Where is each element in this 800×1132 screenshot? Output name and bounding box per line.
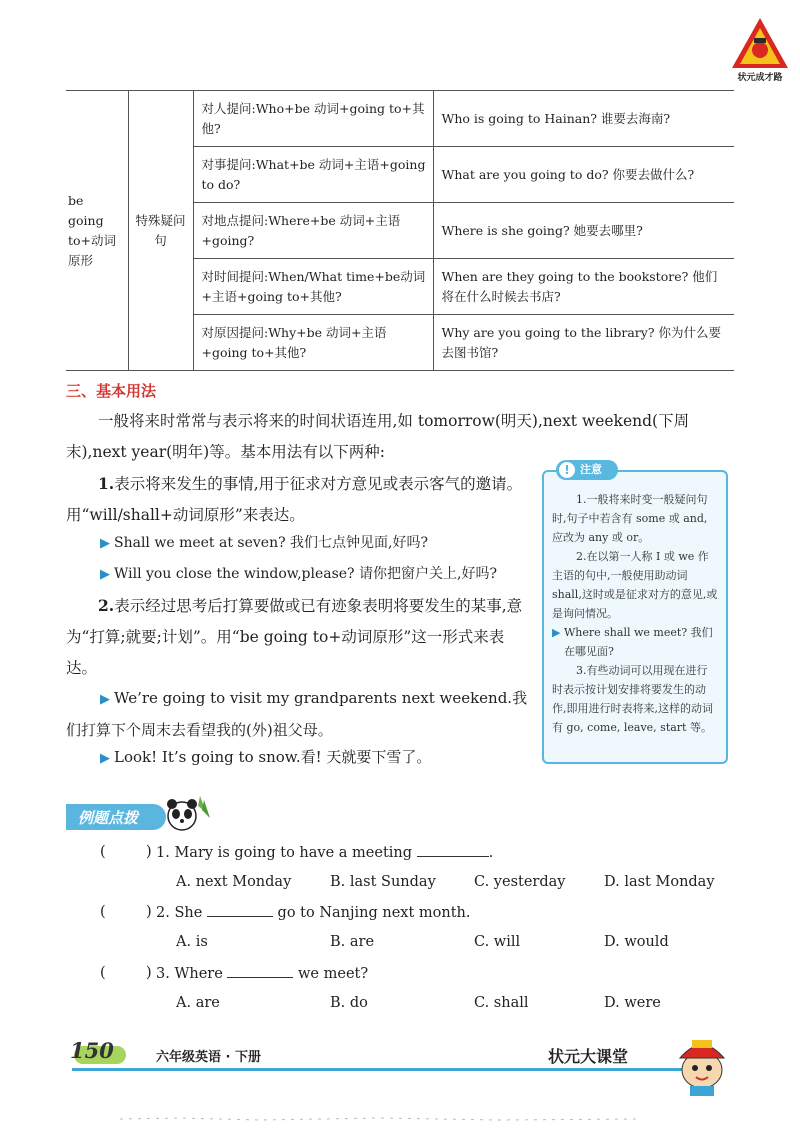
answer-blank[interactable] xyxy=(227,963,293,978)
note-title: 注意 xyxy=(580,463,602,476)
example-sentence xyxy=(100,531,428,556)
answer-paren-open: ( xyxy=(100,844,106,860)
usage-point-2 xyxy=(66,590,528,684)
example-text: Shall we meet at seven? 我们七点钟见面,好吗? xyxy=(114,535,429,551)
note-item: 3.有些动词可以用现在进行时表示按计划安排将要发生的动作,即用进行时表将来,这样的动词有 go, come, leave, start 等。 xyxy=(552,664,713,734)
exclamation-icon: ! xyxy=(559,462,575,478)
point-number: 1. xyxy=(98,474,115,493)
option[interactable]: C. shall xyxy=(474,995,529,1011)
point-text: 表示将来发生的事情,用于征求对方意见或表示客气的邀请。用“will/shall+动词原形”来表达。 xyxy=(66,475,523,524)
option[interactable]: B. last Sunday xyxy=(330,874,436,890)
answer-paren-open: ( xyxy=(100,965,106,981)
answer-paren-open: ( xyxy=(100,904,106,920)
example-cell: When are they going to the bookstore? 他们将在什么时候去书店? xyxy=(433,259,734,315)
answer-paren-close: ) xyxy=(146,904,152,920)
option[interactable]: D. were xyxy=(604,995,661,1011)
example-text: Look! It’s going to snow.看! 天就要下雪了。 xyxy=(114,748,432,766)
answer-paren-close: ) xyxy=(146,844,152,860)
table-row xyxy=(66,91,734,147)
triangle-bullet-icon: ▶ xyxy=(100,751,110,766)
triangle-bullet-icon: ▶ xyxy=(552,626,561,639)
rule-cell: 对人提问:Who+be 动词+going to+其他? xyxy=(193,91,433,147)
option[interactable]: B. are xyxy=(330,934,375,950)
example-cell: What are you going to do? 你要去做什么? xyxy=(433,147,734,203)
section-title: 三、基本用法 xyxy=(66,382,157,400)
mascot-icon xyxy=(662,1030,742,1096)
point-number: 2. xyxy=(98,596,115,615)
option[interactable]: D. last Monday xyxy=(604,874,715,890)
option[interactable]: B. do xyxy=(330,995,368,1011)
banner-title: 例题点拨 xyxy=(78,809,139,827)
example-sentence xyxy=(66,742,528,774)
question-stem: 1. Mary is going to have a meeting . xyxy=(156,842,493,863)
note-header xyxy=(556,460,618,480)
example-sentence xyxy=(66,683,528,746)
rule-cell: 对原因提问:Why+be 动词+主语+going to+其他? xyxy=(193,315,433,371)
example-text: Will you close the window,please? 请你把窗户关上,好吗? xyxy=(114,566,497,582)
footer-subject: 六年级英语 · 下册 xyxy=(156,1050,261,1065)
example-cell: Where is she going? 她要去哪里? xyxy=(433,203,734,259)
rule-cell: 对地点提问:Where+be 动词+主语+going? xyxy=(193,203,433,259)
triangle-bullet-icon: ▶ xyxy=(100,536,110,551)
panda-icon xyxy=(160,792,212,836)
option[interactable]: A. is xyxy=(176,934,208,950)
example-text: We’re going to visit my grandparents next weekend.我们打算下个周末去看望我的(外)祖父母。 xyxy=(66,689,528,739)
note-item: 1.一般将来时变一般疑问句时,句子中若含有 some 或 and,应改为 any 或 or。 xyxy=(552,493,708,544)
option[interactable]: C. yesterday xyxy=(474,874,566,890)
examples-banner xyxy=(66,804,166,830)
note-item: 2.在以第一人称 I 或 we 作主语的句中,一般使用助动词 shall,这时或是征求对方的意见,或是询问情况。 xyxy=(552,550,718,620)
answer-paren-close: ) xyxy=(146,965,152,981)
option[interactable]: D. would xyxy=(604,934,669,950)
example-cell: Who is going to Hainan? 谁要去海南? xyxy=(433,91,734,147)
option[interactable]: C. will xyxy=(474,934,521,950)
footer-brand: 状元大课堂 xyxy=(548,1047,629,1066)
scan-artifact xyxy=(120,1110,640,1122)
note-example: ▶ Where shall we meet? 我们在哪见面? xyxy=(552,623,718,661)
type-label-cell: 特殊疑问句 xyxy=(128,91,193,371)
answer-blank[interactable] xyxy=(417,842,489,857)
answer-blank[interactable] xyxy=(207,902,273,917)
triangle-bullet-icon: ▶ xyxy=(100,567,110,582)
option[interactable]: A. next Monday xyxy=(176,874,292,890)
group-label-cell: be going to+动词原形 xyxy=(66,91,128,371)
triangle-bullet-icon: ▶ xyxy=(100,692,110,707)
footer-rule xyxy=(72,1068,690,1071)
grammar-table xyxy=(66,90,734,371)
logo-emblem-icon xyxy=(728,14,792,72)
rule-cell: 对时间提问:When/What time+be动词+主语+going to+其他? xyxy=(193,259,433,315)
option[interactable]: A. are xyxy=(176,995,220,1011)
note-box xyxy=(542,470,728,764)
question-stem: 3. Where we meet? xyxy=(156,963,368,984)
intro-paragraph: 一般将来时常常与表示将来的时间状语连用,如 tomorrow(明天),next weekend(下周末),next year(明年)等。基本用法有以下两种: xyxy=(66,412,690,461)
example-sentence xyxy=(100,562,497,587)
rule-cell: 对事提问:What+be 动词+主语+going to do? xyxy=(193,147,433,203)
question-stem: 2. She go to Nanjing next month. xyxy=(156,902,470,923)
publisher-logo xyxy=(728,14,792,86)
page-number: 150 xyxy=(70,1038,114,1063)
usage-point-1 xyxy=(66,468,528,531)
point-text: 表示经过思考后打算要做或已有迹象表明将要发生的某事,意为“打算;就要;计划”。用“be going to+动词原形”这一形式来表达。 xyxy=(66,597,523,677)
example-cell: Why are you going to the library? 你为什么要去图书馆? xyxy=(433,315,734,371)
logo-text: 状元成才路 xyxy=(737,73,783,83)
